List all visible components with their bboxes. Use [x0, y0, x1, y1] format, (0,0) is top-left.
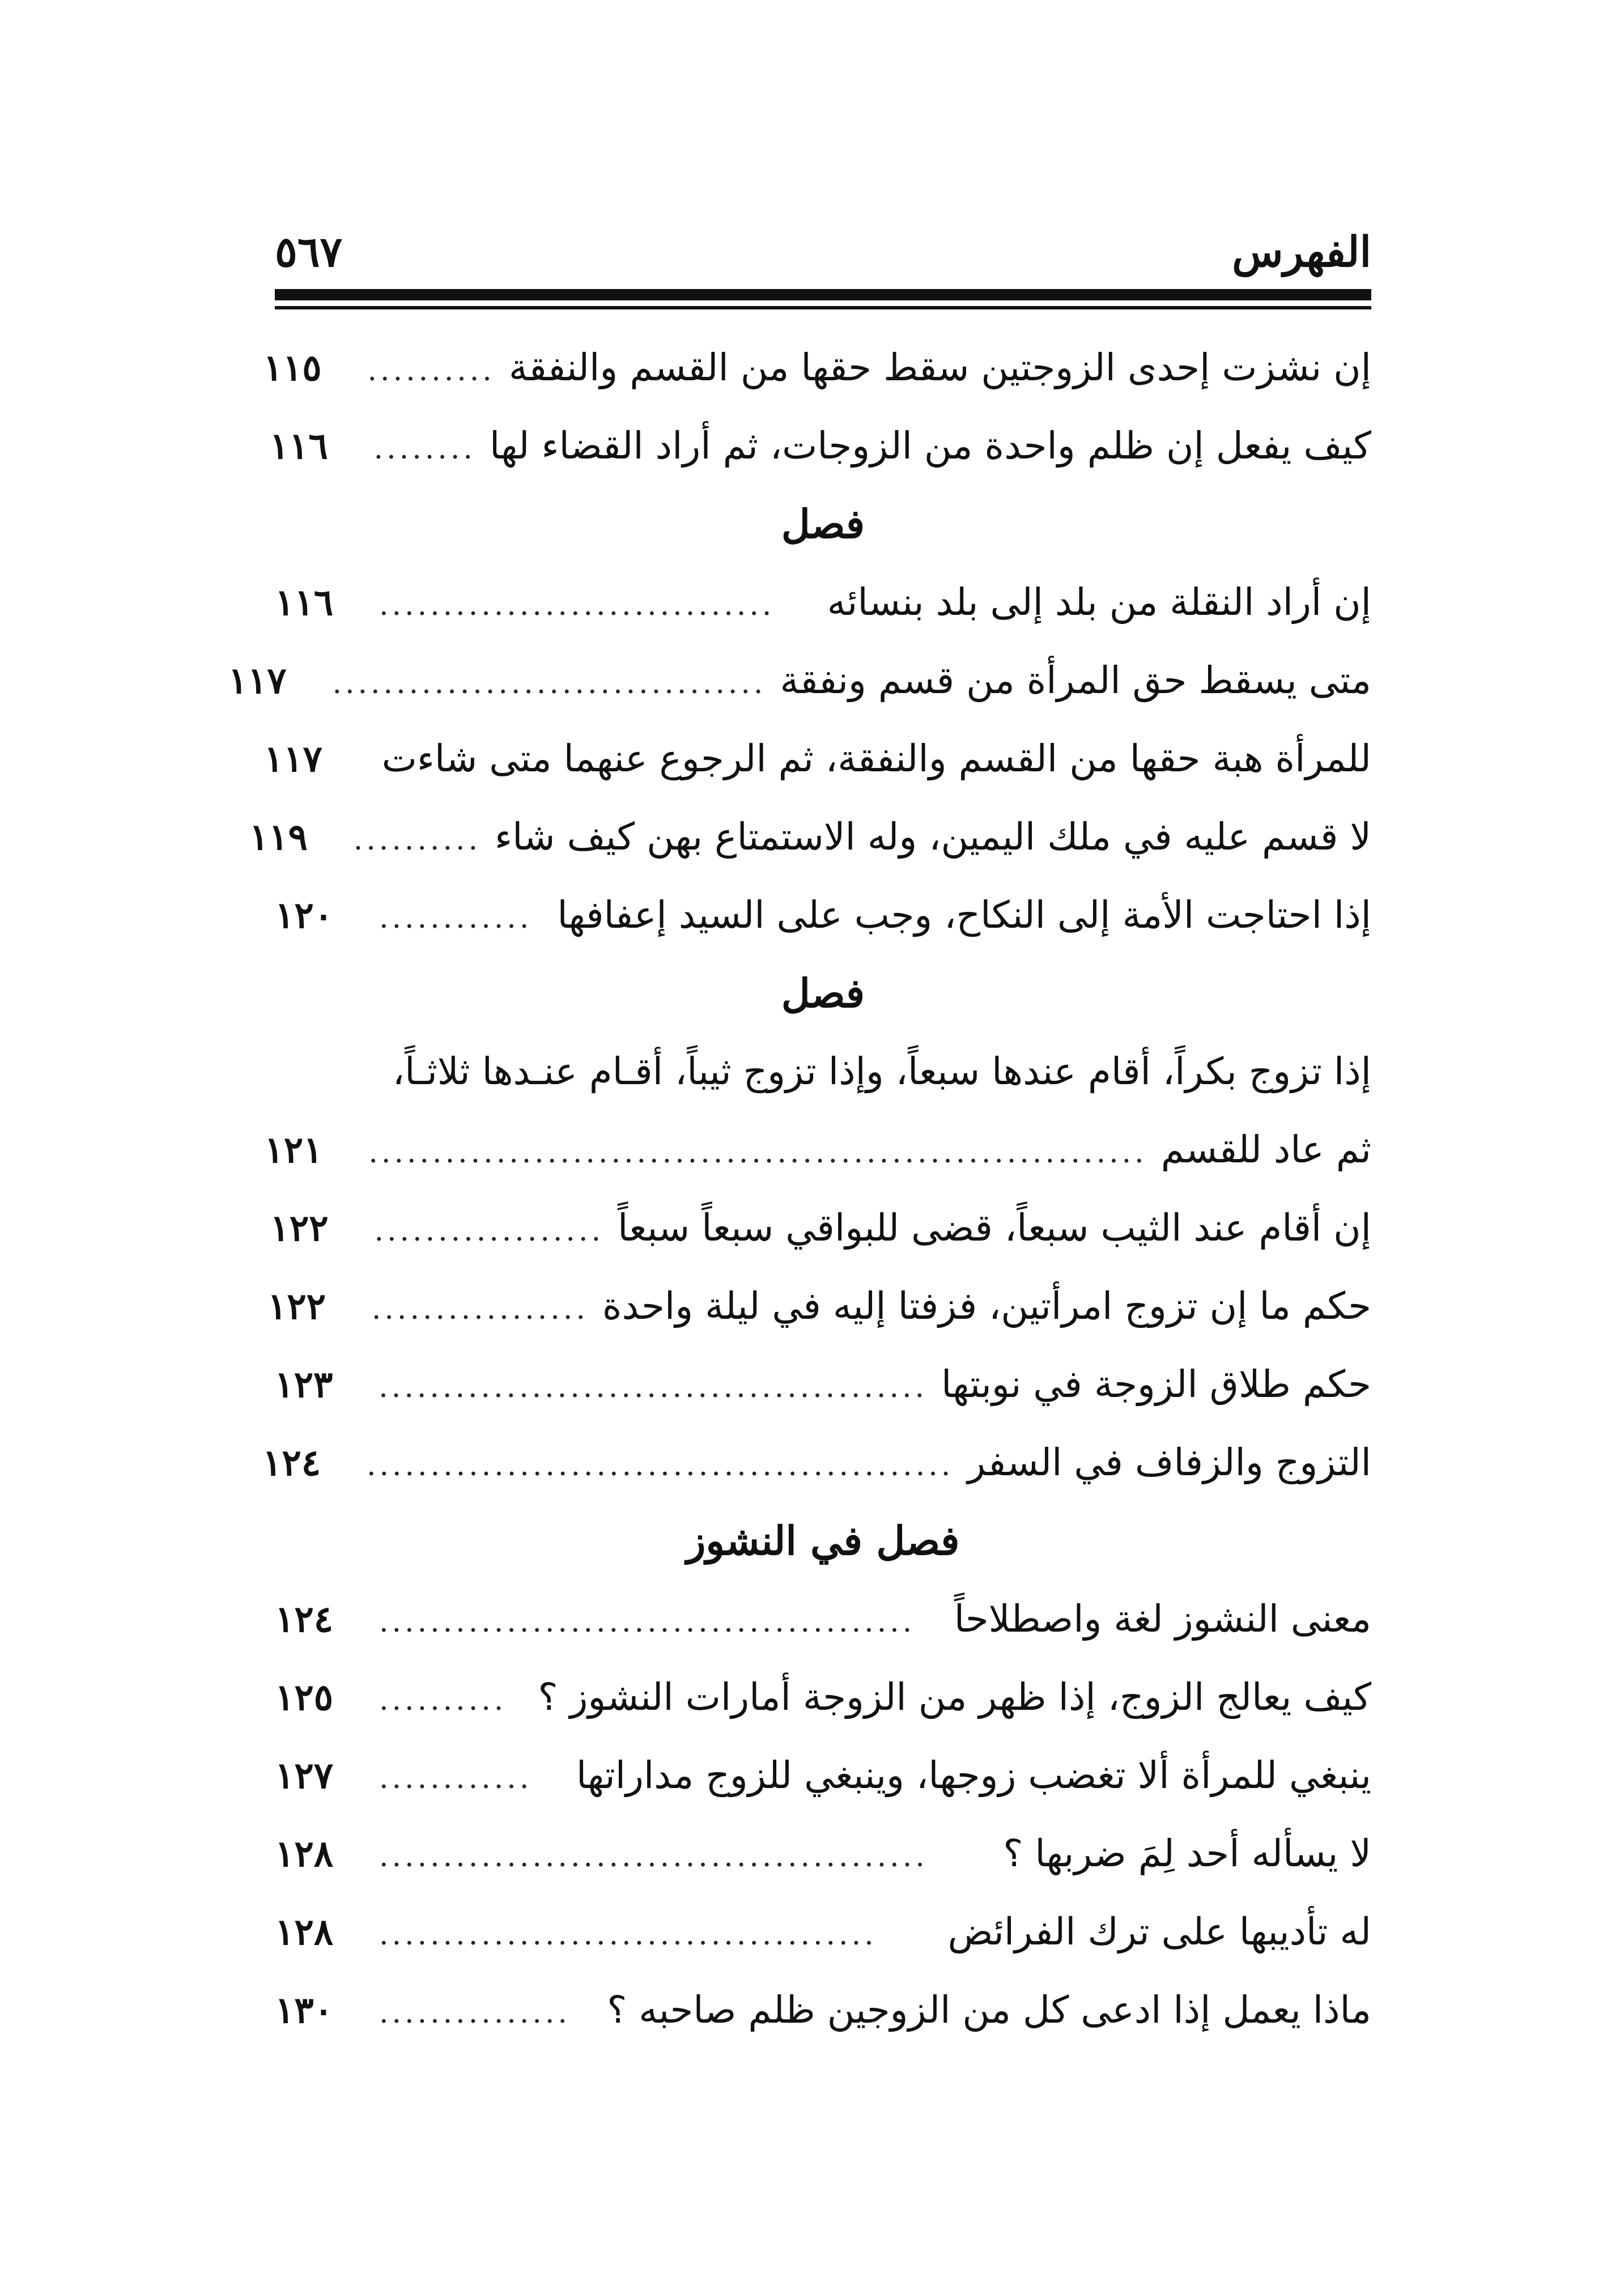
dot-leader: ..........................................	[379, 1605, 916, 1639]
dot-leader: ........	[373, 432, 476, 466]
page-number: ٥٦٧	[275, 228, 343, 277]
toc-entry-page: ١٢٤	[275, 1598, 334, 1641]
dot-leader: ............	[379, 901, 533, 935]
dot-leader: ...........................................	[379, 1370, 928, 1404]
toc-entry-page: ١٢٨	[275, 1833, 334, 1875]
toc-entry-page: ١١٥	[263, 347, 322, 389]
toc-entry	[267, 1267, 1371, 1345]
toc-entry-title: متى يسقط حق المرأة من قسم ونفقة	[780, 659, 1371, 702]
toc-entry-title: لا قسم عليه في ملك اليمين، وله الاستمتاع بهن كيف شاء	[495, 815, 1371, 859]
toc-entry-page: ١٢١	[264, 1129, 323, 1171]
toc-entry	[275, 1893, 1371, 1971]
toc-entry-title: معنى النشوز لغة واصطلاحاً	[954, 1597, 1371, 1641]
section-heading: فصل	[781, 970, 865, 1017]
dot-leader: .......................................	[379, 1918, 877, 1952]
running-title: الفهرس	[1232, 228, 1371, 277]
toc-entry-title: كيف يفعل إن ظلم واحدة من الزوجات، ثم أراد القضاء لها	[489, 424, 1371, 468]
toc-entry-title: حكم ما إن تزوج امرأتين، فزفتا إليه في ليلة واحدة	[602, 1284, 1371, 1328]
page-header	[275, 224, 1371, 286]
dot-leader: ..........	[353, 823, 482, 857]
dot-leader: ..........	[367, 354, 495, 388]
toc-entry-page: ١٢٤	[262, 1442, 321, 1484]
dot-leader: ...............................	[379, 588, 775, 622]
section-heading: فصل في النشوز	[686, 1517, 960, 1564]
dot-leader: ..............................................	[366, 1449, 954, 1483]
toc-entry-title: إن نشزت إحدى الزوجتين سقط حقها من القسم والنفقة	[508, 346, 1371, 389]
toc-entry-page: ١١٧	[228, 660, 287, 702]
toc-entry	[275, 1345, 1371, 1424]
toc-entry	[264, 1111, 1371, 1189]
dot-leader: ..................................	[332, 666, 767, 700]
toc-entry-title: كيف يعالج الزوج، إذا ظهر من الزوجة أمارات النشوز ؟	[538, 1675, 1371, 1719]
section-heading: فصل	[781, 500, 865, 547]
dot-leader: ...............	[379, 1996, 571, 2030]
dot-leader: ............	[379, 1761, 533, 1795]
toc-entry	[228, 642, 1371, 720]
toc-entry-page: ١٢٧	[275, 1755, 334, 1797]
toc-entry-title: إذا احتاجت الأمة إلى النكاح، وجب على السيد إعفافها	[557, 893, 1371, 937]
toc-entry-page: ١١٦	[269, 425, 328, 468]
toc-entry-page: ١١٦	[275, 581, 334, 624]
toc-entry	[263, 720, 1371, 798]
toc-entry-page: ١٣٠	[275, 1989, 334, 2032]
toc-entry-page: ١١٩	[249, 816, 308, 859]
toc-entry-title: له تأديبها على ترك الفرائض	[947, 1910, 1371, 1954]
toc-entry-page: ١٢٥	[275, 1676, 334, 1719]
toc-entry	[275, 563, 1371, 642]
toc-entry	[275, 1971, 1371, 2049]
toc-entry	[270, 1189, 1371, 1267]
toc-entry-title: ينبغي للمرأة ألا تغضب زوجها، وينبغي للزوج مداراتها	[576, 1753, 1371, 1797]
toc-entry-page: ١٢٠	[275, 894, 334, 937]
toc-entry-page: ١٢٣	[274, 1364, 333, 1406]
toc-entry-title: إن أراد النقلة من بلد إلى بلد بنسائه	[827, 580, 1371, 624]
toc-entry-title: لا يسأله أحد لِمَ ضربها ؟	[1003, 1832, 1371, 1875]
dot-leader: .............................................................	[368, 1136, 1147, 1170]
toc-entry-title: حكم طلاق الزوجة في نوبتها	[941, 1362, 1371, 1406]
toc-entry	[262, 1424, 1371, 1502]
toc-entry-title: ثم عاد للقسم	[1160, 1128, 1371, 1171]
dot-leader: ..................	[374, 1214, 604, 1248]
toc-entry-title: إن أقام عند الثيب سبعاً، قضى للبواقي سبعاً سبعاً	[618, 1206, 1371, 1250]
toc-entry-page: ١١٧	[263, 738, 322, 780]
toc-entry	[275, 1736, 1371, 1815]
toc-entry	[275, 1815, 1371, 1893]
toc-entry-title: للمرأة هبة حقها من القسم والنفقة، ثم الرجوع عنهما متى شاءت	[381, 737, 1371, 780]
toc-entry-title: التزوج والزفاف في السفر	[967, 1441, 1371, 1484]
header-rule-thin	[275, 306, 1371, 309]
toc-entry	[275, 1580, 1371, 1658]
toc-entry	[275, 1658, 1371, 1736]
toc-entry-page: ١٢٢	[270, 1207, 329, 1250]
toc-entry	[275, 876, 1371, 954]
table-of-contents	[228, 329, 1371, 2049]
toc-entry	[269, 407, 1371, 485]
dot-leader: ...........................................	[379, 1840, 928, 1874]
toc-entry-title: ماذا يعمل إذا ادعى كل من الزوجين ظلم صاحبه ؟	[607, 1988, 1371, 2032]
toc-entry-page: ١٢٢	[267, 1285, 326, 1328]
toc-entry	[263, 329, 1371, 407]
toc-entry-page: ١٢٨	[275, 1911, 334, 1954]
toc-entry	[249, 798, 1371, 876]
dot-leader: .................	[371, 1292, 589, 1326]
toc-entry-continued: إذا تزوج بكراً، أقام عندها سبعاً، وإذا تزوج ثيباً، أقـام عنـدها ثلاثـاً،	[392, 1050, 1371, 1093]
header-rule-thick	[275, 289, 1371, 300]
dot-leader: ..........	[379, 1683, 507, 1717]
